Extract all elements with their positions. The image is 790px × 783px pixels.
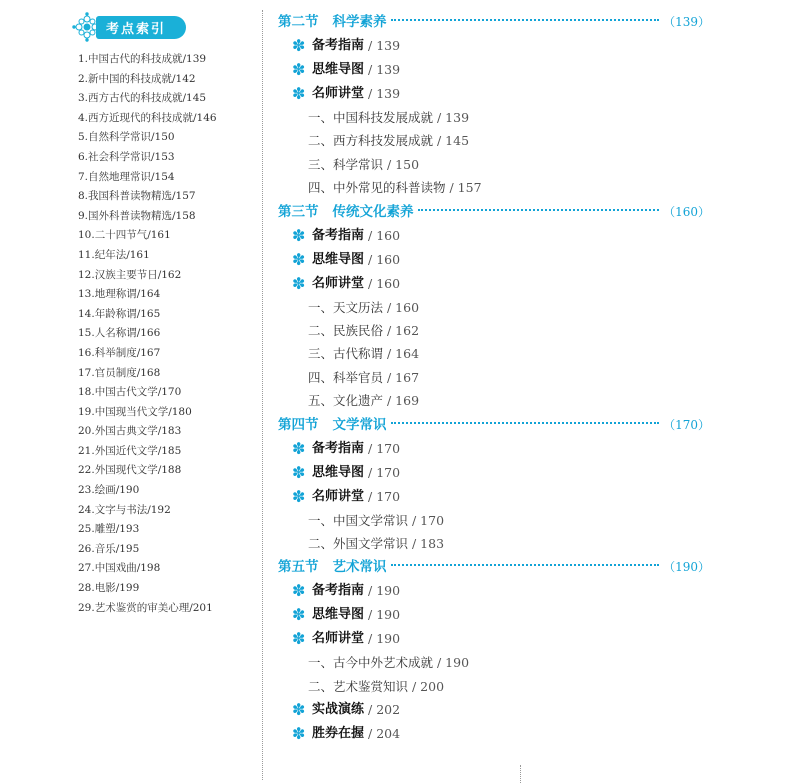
entry-label: 一、古今中外艺术成就 [308, 655, 434, 671]
entry-label: 四、科举官员 [308, 369, 384, 385]
toc-subitem[interactable] [278, 106, 710, 129]
entry-page: / 139 [368, 86, 401, 101]
entry-label: 二、西方科技发展成就 [308, 133, 434, 149]
entry-page: / 160 [368, 251, 401, 267]
index-item: 5.自然科学常识/150 [78, 131, 175, 144]
entry-label: 备考指南 [312, 227, 365, 243]
index-item: 12.汉族主要节日/162 [78, 268, 182, 281]
entry-page: / 190 [368, 631, 401, 647]
entry-page: / 160 [368, 227, 401, 243]
toc-subitem[interactable] [278, 129, 710, 152]
entry-label: 四、中外常见的科普读物 [308, 180, 446, 196]
entry-page: / 190 [368, 607, 401, 623]
toc-subitem[interactable] [278, 319, 710, 342]
index-item: 23.绘画/190 [78, 484, 140, 497]
star-bullet-icon: ✽ [292, 629, 306, 649]
entry-page: / 139 [437, 110, 470, 125]
toc-item[interactable] [278, 627, 710, 651]
entry-label: 名师讲堂 [312, 631, 365, 647]
column-divider [262, 10, 263, 780]
flower-icon [72, 12, 102, 42]
entry-page: / 160 [387, 299, 420, 315]
toc-item[interactable] [278, 722, 710, 746]
star-bullet-icon: ✽ [292, 486, 306, 506]
toc-item[interactable] [278, 34, 710, 58]
star-bullet-icon: ✽ [292, 700, 306, 720]
entry-page: / 157 [449, 180, 482, 196]
index-title: 考点索引 [96, 16, 186, 39]
index-item: 18.中国古代文学/170 [78, 386, 182, 399]
page-edge-mark [520, 765, 531, 783]
entry-page: / 200 [412, 678, 445, 694]
toc-subitem[interactable] [278, 342, 710, 365]
toc-item[interactable] [278, 58, 710, 82]
entry-page: / 162 [387, 322, 420, 338]
index-item: 8.我国科普读物精选/157 [78, 190, 196, 203]
leader-dots [391, 19, 660, 21]
entry-label: 名师讲堂 [312, 275, 365, 291]
index-item: 17.官员制度/168 [78, 366, 161, 379]
entry-label: 思维导图 [312, 251, 365, 267]
toc-item[interactable] [278, 579, 710, 603]
toc-subitem[interactable] [278, 389, 710, 412]
entry-label: 二、民族民俗 [308, 322, 384, 338]
entry-page: / 164 [387, 346, 420, 362]
index-item: 9.国外科普读物精选/158 [78, 209, 196, 222]
section-page: （160） [663, 204, 710, 219]
toc-item[interactable] [278, 272, 710, 296]
entry-label: 备考指南 [312, 38, 365, 53]
index-item: 14.年龄称谓/165 [78, 307, 161, 320]
section-number: 第五节 [278, 559, 319, 576]
entry-page: / 160 [368, 275, 401, 291]
index-item: 6.社会科学常识/153 [78, 150, 175, 163]
entry-page: / 139 [368, 38, 401, 53]
index-item: 4.西方近现代的科技成就/146 [78, 111, 217, 124]
entry-label: 一、天文历法 [308, 299, 384, 315]
toc-subitem[interactable] [278, 153, 710, 176]
index-item: 21.外国近代文学/185 [78, 444, 182, 457]
entry-page: / 170 [368, 440, 401, 456]
section-page: （139） [663, 15, 710, 29]
section-heading[interactable] [278, 200, 710, 224]
entry-label: 备考指南 [312, 583, 365, 599]
star-bullet-icon: ✽ [292, 36, 306, 55]
entry-label: 五、文化遗产 [308, 393, 384, 409]
index-item: 19.中国现当代文学/180 [78, 405, 192, 418]
section-title: 传统文化素养 [332, 203, 414, 220]
toc-item[interactable] [278, 82, 710, 106]
entry-page: / 139 [368, 62, 401, 77]
entry-label: 名师讲堂 [312, 488, 365, 504]
leader-dots [391, 564, 660, 566]
entry-label: 思维导图 [312, 62, 365, 77]
toc-subitem[interactable] [278, 176, 710, 199]
entry-page: / 170 [412, 512, 445, 528]
entry-label: 名师讲堂 [312, 86, 365, 101]
leader-dots [391, 422, 660, 424]
entry-page: / 170 [368, 488, 401, 504]
toc-item[interactable] [278, 248, 710, 272]
star-bullet-icon: ✽ [292, 84, 306, 103]
entry-label: 三、古代称谓 [308, 346, 384, 362]
entry-label: 二、艺术鉴赏知识 [308, 678, 409, 694]
star-bullet-icon: ✽ [292, 724, 306, 744]
entry-page: / 169 [387, 393, 420, 409]
entry-page: / 204 [368, 726, 401, 742]
entry-page: / 183 [412, 535, 445, 551]
star-bullet-icon: ✽ [292, 273, 306, 293]
star-bullet-icon: ✽ [292, 249, 306, 269]
section-title: 科学素养 [332, 14, 387, 30]
star-bullet-icon: ✽ [292, 225, 306, 245]
section-page: （170） [663, 417, 710, 432]
table-of-contents [278, 10, 710, 746]
index-item: 29.艺术鉴赏的审美心理/201 [78, 601, 213, 614]
index-item: 2.新中国的科技成就/142 [78, 72, 196, 85]
index-item: 24.文字与书法/192 [78, 503, 171, 516]
index-header [72, 12, 242, 42]
toc-subitem[interactable] [278, 675, 710, 698]
section-number: 第二节 [278, 14, 319, 30]
entry-label: 一、中国文学常识 [308, 512, 409, 528]
index-item: 13.地理称谓/164 [78, 288, 161, 301]
leader-dots [418, 209, 660, 211]
index-item: 28.电影/199 [78, 582, 140, 595]
toc-subitem[interactable] [278, 366, 710, 389]
section-title: 艺术常识 [332, 559, 387, 576]
index-panel [72, 12, 242, 618]
star-bullet-icon: ✽ [292, 605, 306, 625]
star-bullet-icon: ✽ [292, 60, 306, 79]
star-bullet-icon: ✽ [292, 462, 306, 482]
star-bullet-icon: ✽ [292, 438, 306, 458]
section-title: 文学常识 [332, 416, 387, 433]
section-heading[interactable] [278, 413, 710, 437]
entry-label: 实战演练 [312, 702, 365, 718]
index-item: 27.中国戏曲/198 [78, 562, 161, 575]
entry-label: 二、外国文学常识 [308, 535, 409, 551]
index-item: 10.二十四节气/161 [78, 229, 171, 242]
index-item: 25.雕塑/193 [78, 523, 140, 536]
section-heading[interactable] [278, 10, 710, 34]
entry-page: / 190 [437, 655, 470, 671]
entry-page: / 170 [368, 464, 401, 480]
index-item: 26.音乐/195 [78, 542, 140, 555]
index-item: 16.科举制度/167 [78, 346, 161, 359]
toc-item[interactable] [278, 603, 710, 627]
entry-label: 思维导图 [312, 464, 365, 480]
toc-item[interactable] [278, 485, 710, 509]
star-bullet-icon: ✽ [292, 581, 306, 601]
index-list [78, 50, 242, 618]
toc-item[interactable] [278, 698, 710, 722]
toc-item[interactable] [278, 224, 710, 248]
entry-label: 三、科学常识 [308, 156, 384, 172]
section-number: 第四节 [278, 416, 319, 433]
index-item: 15.人名称谓/166 [78, 327, 161, 340]
toc-subitem[interactable] [278, 509, 710, 532]
entry-label: 备考指南 [312, 440, 365, 456]
toc-subitem[interactable] [278, 532, 710, 555]
entry-page: / 190 [368, 583, 401, 599]
entry-label: 思维导图 [312, 607, 365, 623]
toc-item[interactable] [278, 437, 710, 461]
section-number: 第三节 [278, 203, 319, 220]
section-page: （190） [663, 560, 710, 575]
toc-item[interactable] [278, 461, 710, 485]
entry-page: / 202 [368, 702, 401, 718]
entry-page: / 145 [437, 133, 470, 149]
index-item: 20.外国古典文学/183 [78, 425, 182, 438]
index-item: 22.外国现代文学/188 [78, 464, 182, 477]
toc-subitem[interactable] [278, 651, 710, 674]
entry-label: 胜券在握 [312, 726, 365, 742]
entry-page: / 150 [387, 156, 420, 172]
entry-label: 一、中国科技发展成就 [308, 110, 434, 125]
toc-subitem[interactable] [278, 296, 710, 319]
section-heading[interactable] [278, 555, 710, 579]
index-item: 3.西方古代的科技成就/145 [78, 92, 207, 105]
index-item: 11.纪年法/161 [78, 248, 150, 261]
index-item: 1.中国古代的科技成就/139 [78, 53, 207, 65]
entry-page: / 167 [387, 369, 420, 385]
index-item: 7.自然地理常识/154 [78, 170, 175, 183]
